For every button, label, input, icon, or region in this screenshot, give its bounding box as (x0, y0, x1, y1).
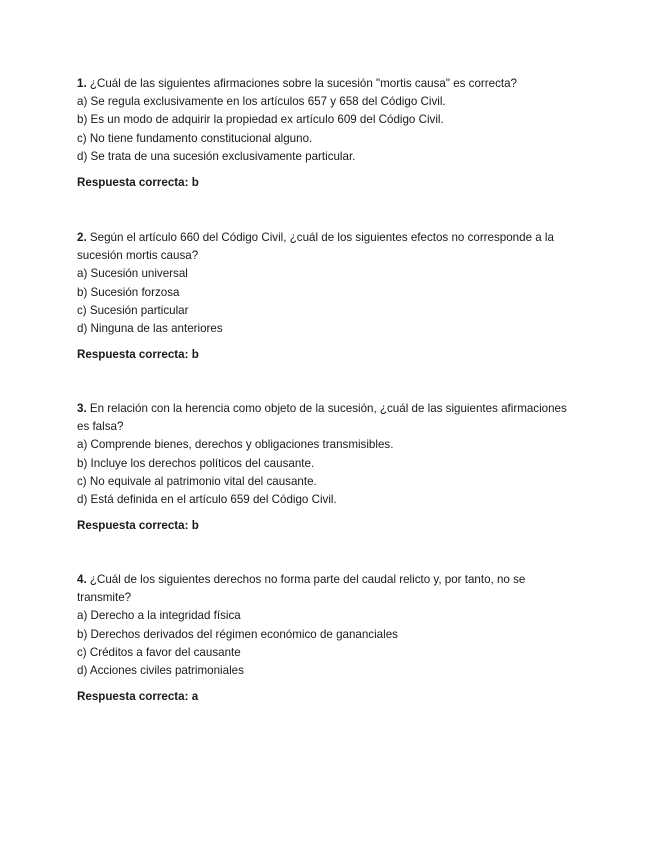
option-a: a) Sucesión universal (77, 267, 188, 281)
option-a: a) Comprende bienes, derechos y obligaciones transmisibles. (77, 438, 394, 452)
option-d: d) Ninguna de las anteriores (77, 322, 223, 336)
correct-answer: Respuesta correcta: b (77, 176, 199, 190)
option-d: d) Acciones civiles patrimoniales (77, 664, 244, 678)
correct-answer: Respuesta correcta: b (77, 348, 199, 362)
question-2 (77, 229, 582, 364)
correct-answer: Respuesta correcta: b (77, 519, 199, 533)
option-b: b) Es un modo de adquirir la propiedad ex artículo 609 del Código Civil. (77, 113, 444, 127)
option-b: b) Incluye los derechos políticos del causante. (77, 456, 315, 470)
option-c: c) Créditos a favor del causante (77, 645, 241, 659)
question-statement: ¿Cuál de los siguientes derechos no forma parte del caudal relicto y, por tanto, no se transmite? (77, 573, 526, 605)
question-3 (77, 400, 582, 535)
option-c: c) Sucesión particular (77, 303, 189, 317)
question-statement: ¿Cuál de las siguientes afirmaciones sobre la sucesión "mortis causa" es correcta? (89, 77, 517, 90)
question-text (77, 400, 582, 436)
question-4 (77, 571, 582, 706)
option-d: d) Se trata de una sucesión exclusivamente particular. (77, 149, 356, 163)
option-a: a) Derecho a la integridad física (77, 609, 241, 623)
question-statement: En relación con la herencia como objeto de la sucesión, ¿cuál de las siguientes afirmaciones es falsa? (77, 402, 567, 434)
option-b: b) Sucesión forzosa (77, 285, 180, 299)
question-text (77, 229, 582, 265)
question-number: 3. (77, 402, 87, 415)
option-c: c) No tiene fundamento constitucional alguno. (77, 131, 313, 145)
question-number: 2. (77, 231, 87, 244)
question-1 (77, 75, 582, 192)
question-text (77, 75, 582, 93)
question-number: 4. (77, 573, 87, 586)
question-text (77, 571, 582, 607)
option-c: c) No equivale al patrimonio vital del causante. (77, 474, 317, 488)
option-b: b) Derechos derivados del régimen económico de gananciales (77, 627, 398, 641)
correct-answer: Respuesta correcta: a (77, 690, 199, 704)
question-number: 1. (77, 77, 87, 90)
option-a: a) Se regula exclusivamente en los artículos 657 y 658 del Código Civil. (77, 95, 446, 109)
option-d: d) Está definida en el artículo 659 del Código Civil. (77, 493, 337, 507)
question-statement: Según el artículo 660 del Código Civil, ¿cuál de los siguientes efectos no corresponde a la sucesión mortis causa? (77, 231, 554, 263)
